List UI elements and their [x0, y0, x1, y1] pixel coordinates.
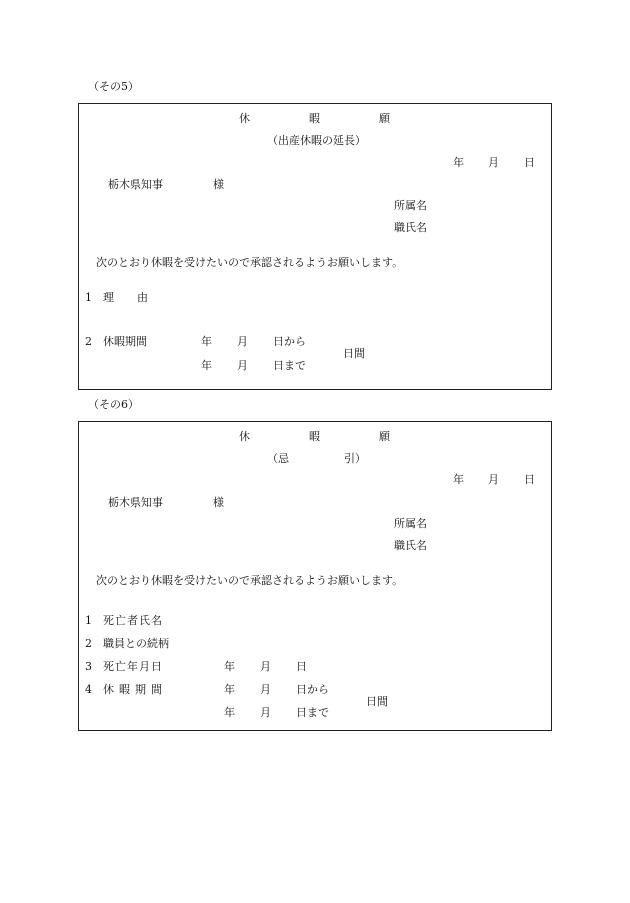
to-day-label: 日まで — [296, 706, 329, 719]
title-char-2: 暇 — [309, 430, 320, 443]
reason-label-part-2: 由 — [137, 291, 148, 304]
addressee: 栃木県知事 — [108, 496, 163, 509]
date-month-label: 月 — [488, 156, 499, 169]
form-subtitle: （出産休暇の延長） — [267, 134, 366, 147]
section-label-6: （その6） — [88, 398, 139, 411]
title-char-3: 願 — [379, 112, 390, 125]
honorific: 様 — [213, 178, 224, 191]
leave-period-label: 休暇期間 — [103, 335, 147, 348]
date-day-label: 日 — [524, 156, 535, 169]
item-number: 1 — [85, 291, 92, 304]
date-year-label: 年 — [453, 473, 464, 486]
addressee: 栃木県知事 — [108, 178, 163, 191]
from-day-label: 日から — [273, 335, 306, 348]
from-month-label: 月 — [260, 683, 271, 696]
date-day-label: 日 — [524, 473, 535, 486]
reason-label-part-1: 理 — [103, 291, 114, 304]
from-year-label: 年 — [201, 335, 212, 348]
title-char-3: 願 — [379, 430, 390, 443]
date-month-label: 月 — [488, 473, 499, 486]
name-label: 職氏名 — [394, 221, 427, 234]
to-year-label: 年 — [224, 706, 235, 719]
honorific: 様 — [213, 496, 224, 509]
from-year-label: 年 — [224, 683, 235, 696]
section-label-5: （その5） — [88, 80, 139, 93]
death-month-label: 月 — [260, 660, 271, 673]
to-day-label: 日まで — [273, 359, 306, 372]
deceased-name-label: 死亡者氏名 — [103, 614, 163, 627]
from-day-label: 日から — [296, 683, 329, 696]
to-month-label: 月 — [260, 706, 271, 719]
title-char-2: 暇 — [309, 112, 320, 125]
item-number: 2 — [85, 637, 92, 650]
request-text: 次のとおり休暇を受けたいので承認されるようお願いします。 — [96, 574, 404, 587]
item-number: 3 — [85, 660, 92, 673]
title-char-1: 休 — [239, 112, 250, 125]
days-label: 日間 — [343, 347, 365, 360]
death-day-label: 日 — [296, 660, 307, 673]
item-number: 1 — [85, 614, 92, 627]
from-month-label: 月 — [237, 335, 248, 348]
item-number: 2 — [85, 335, 92, 348]
to-year-label: 年 — [201, 359, 212, 372]
title-char-1: 休 — [239, 430, 250, 443]
subtitle-open: （忌 — [267, 452, 289, 465]
death-date-label: 死亡年月日 — [103, 660, 163, 673]
affiliation-label: 所属名 — [394, 517, 427, 530]
subtitle-close: 引） — [344, 452, 366, 465]
request-text: 次のとおり休暇を受けたいので承認されるようお願いします。 — [96, 256, 404, 269]
item-number: 4 — [85, 683, 92, 696]
to-month-label: 月 — [237, 359, 248, 372]
death-year-label: 年 — [224, 660, 235, 673]
leave-period-label: 休暇期間 — [103, 683, 167, 696]
days-label: 日間 — [366, 695, 388, 708]
date-year-label: 年 — [453, 156, 464, 169]
affiliation-label: 所属名 — [394, 199, 427, 212]
relationship-label: 職員との続柄 — [103, 637, 169, 650]
name-label: 職氏名 — [394, 539, 427, 552]
